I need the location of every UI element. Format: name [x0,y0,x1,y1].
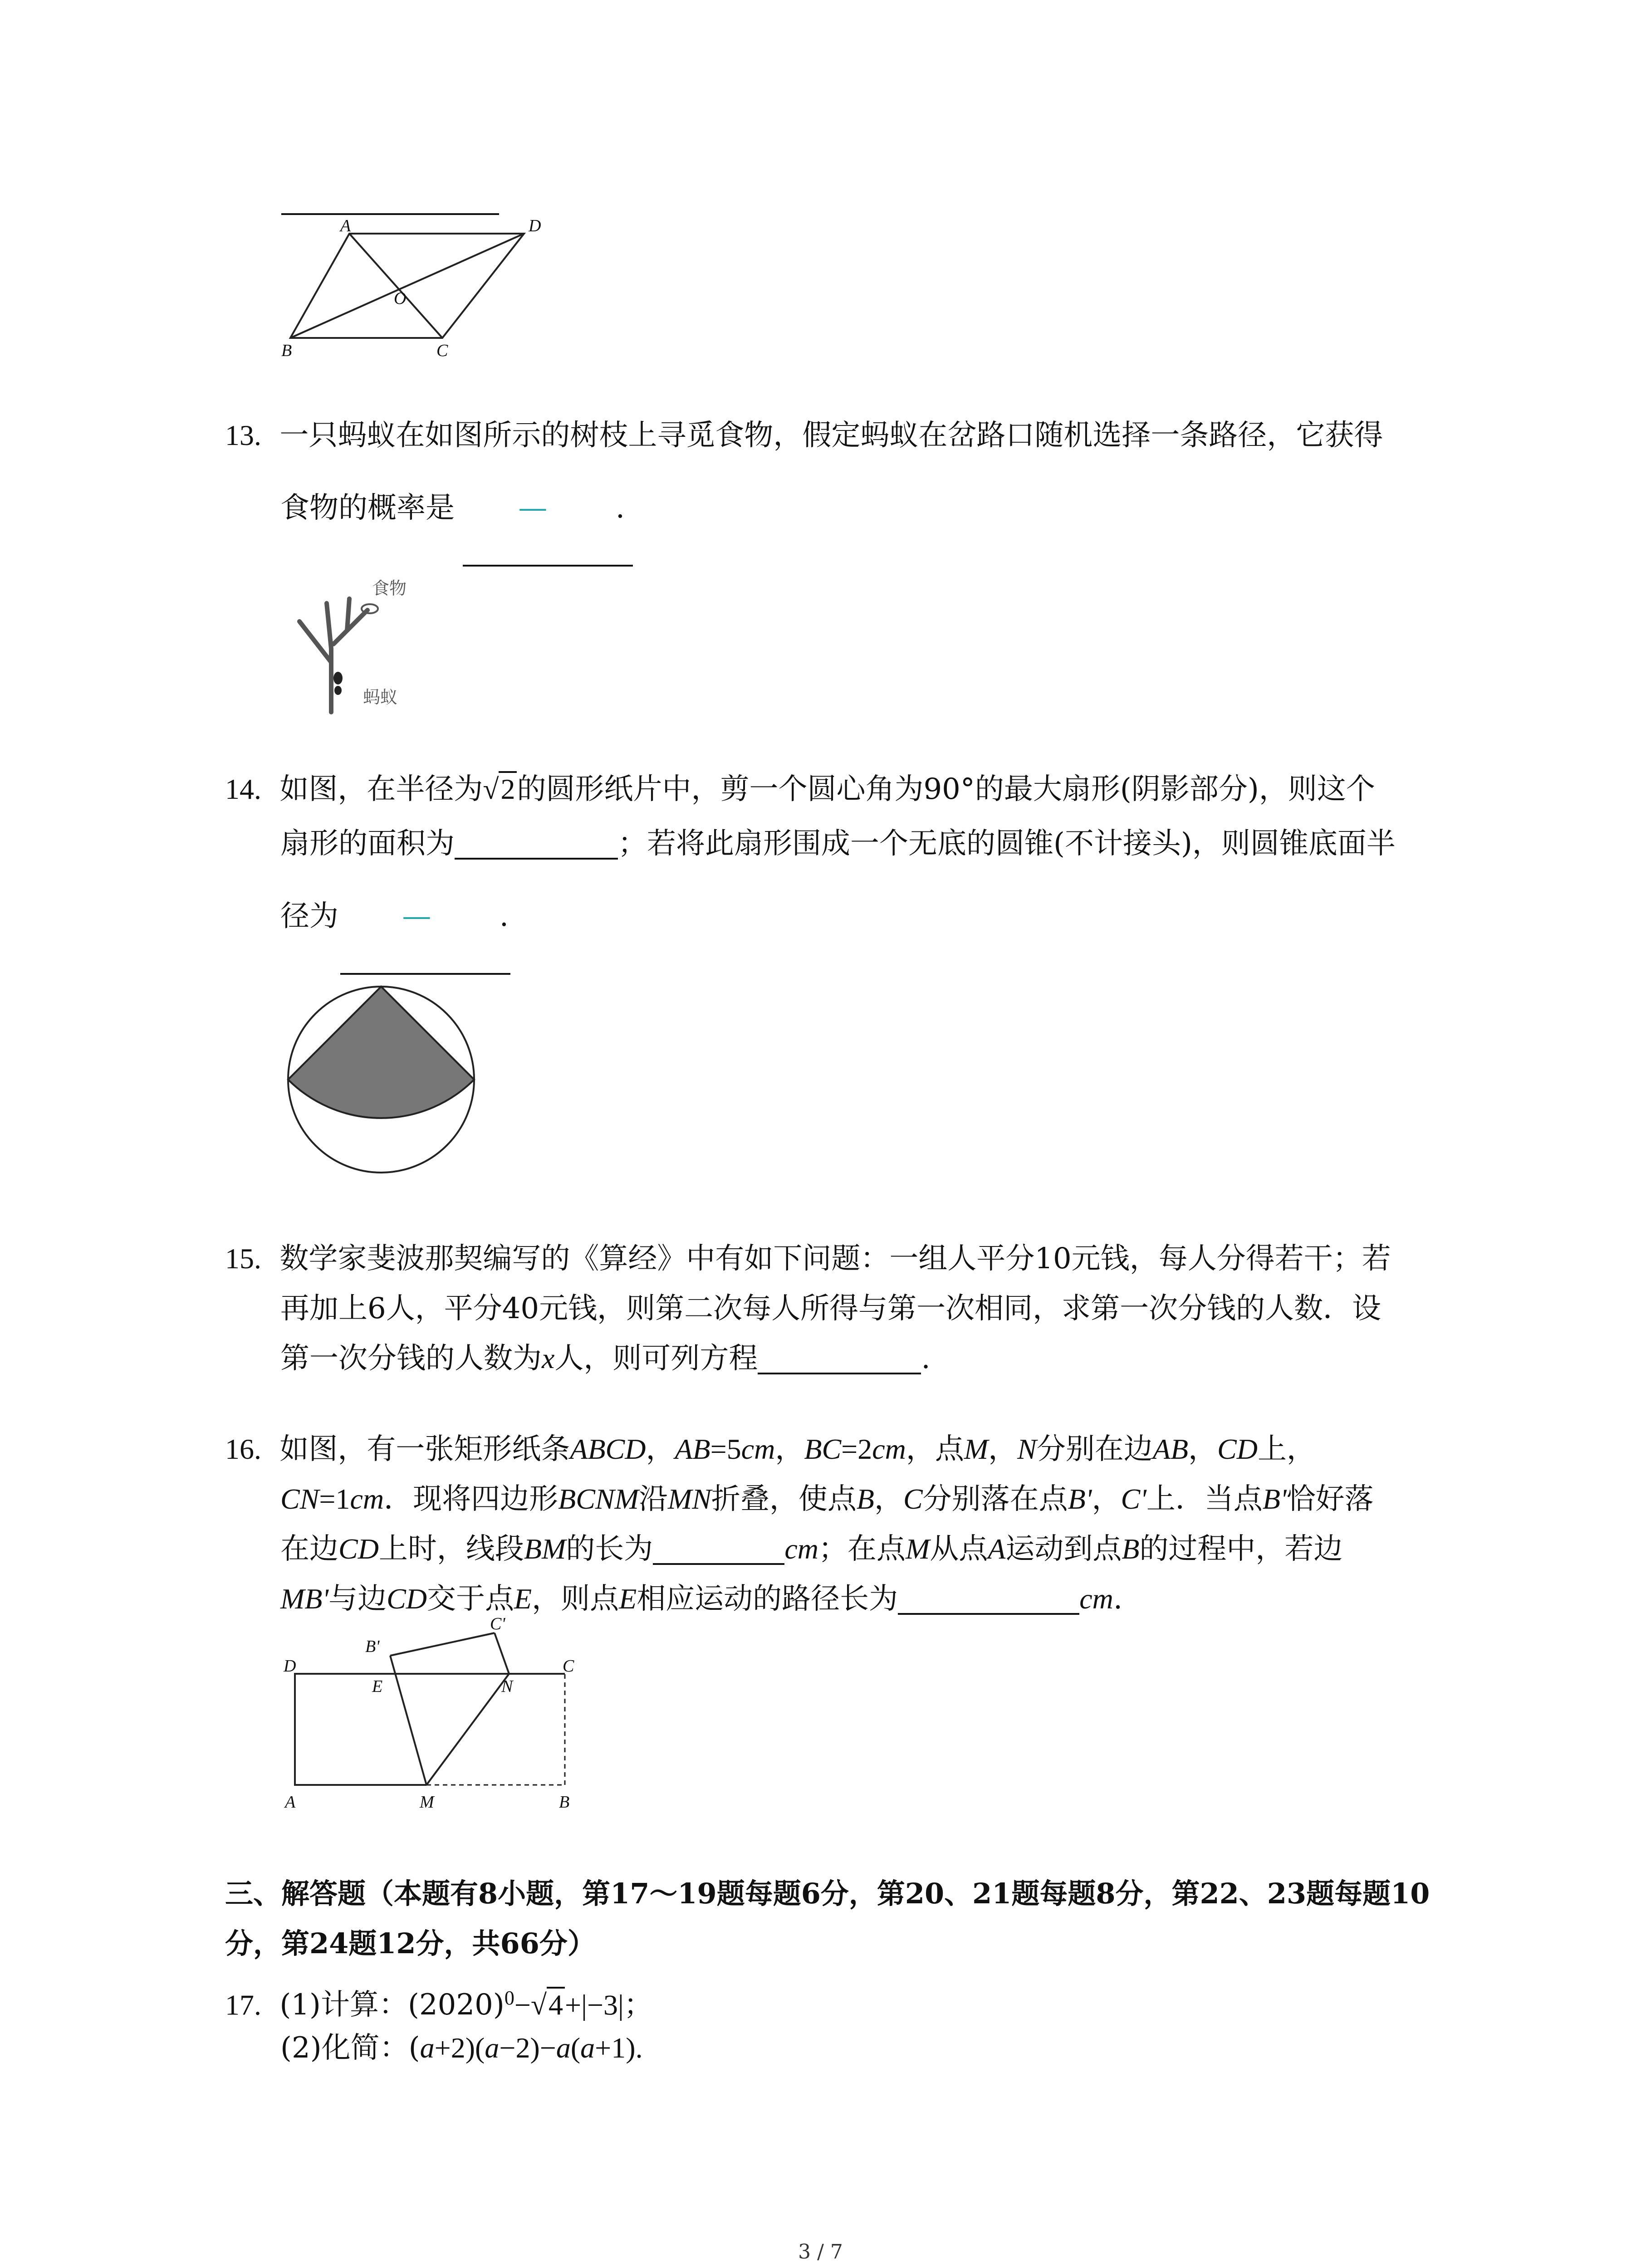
q17-math: +|−3|； [565,1989,653,2021]
answer-blank-line [281,213,499,215]
q15-text2: 再加上6人，平分40元钱，则第二次每人所得与第一次相同，求第一次分钱的人数．设 [280,1292,1381,1325]
label-M: M [420,1793,434,1812]
q17-text: (1)计算：(2020) [279,1988,505,2022]
q16-text: 从点 [930,1532,988,1566]
sqrt-2: √2 [483,771,517,807]
q16-text: 沿 [638,1482,668,1516]
q16-text: ．现将四边形 [384,1482,558,1516]
q16-math: B' [1262,1483,1287,1515]
parallelogram-figure [272,218,563,363]
food-marker [362,604,378,613]
q16-math: E [619,1583,637,1615]
q16-math: =2 [841,1433,872,1465]
q16-text: ，则点 [532,1582,619,1616]
q16-answer-blank-2 [898,1586,1079,1615]
q17-var: a [556,2032,571,2064]
q17-math: − [514,1989,531,2021]
q16-line1 [225,1431,1316,1467]
q14-line3 [280,898,509,934]
sqrt-4: √4 [531,1987,565,2023]
q14-text1a: 如图，在半径为 [279,772,483,806]
label-E: E [372,1677,383,1696]
label-O: O [394,289,407,308]
q13-text2: 食物的概率是 [280,491,455,525]
q16-text: ， [646,1432,675,1466]
q15-text1: 数学家斐波那契编写的《算经》中有如下问题：一组人平分10元钱，每人分得若干；若 [279,1242,1391,1276]
q15-var-x: x [542,1342,555,1374]
q14-line2 [280,826,1396,862]
q16-text: 相应运动的路径长为 [637,1582,898,1616]
q14-text3: 径为 [280,899,338,933]
q15-line3 [280,1340,931,1377]
label-C: C [563,1657,574,1676]
section-header-line2 [225,1926,596,1962]
q16-math: =1 [319,1483,350,1515]
q16-math: CD [338,1533,379,1565]
q16-text: 的长为 [566,1532,653,1566]
q17-math: ( [570,2032,581,2064]
q16-math: ABCD [570,1433,646,1465]
label-B: B [559,1793,570,1812]
q17-line2 [280,2030,643,2066]
q13-answer-blank [463,565,633,567]
q15-number: 15. [225,1242,261,1275]
q16-math: BM [524,1533,566,1565]
q16-text: 运动到点 [1005,1532,1122,1566]
ant-label: 蚂蚁 [363,688,398,707]
q16-math: C' [1121,1483,1146,1515]
q16-math: cm [741,1433,775,1465]
label-D: D [529,216,541,235]
label-A: A [285,1793,296,1812]
q16-text: 如图，有一张矩形纸条 [279,1432,570,1466]
q16-math: N [1017,1433,1037,1465]
section-header-line1 [225,1876,1430,1912]
q16-math: E [514,1583,532,1615]
q17-math: −2)− [499,2032,556,2064]
q17-math: +2)( [434,2032,485,2064]
q16-text: 与边 [328,1582,387,1616]
q16-text: 折叠，使点 [711,1482,857,1516]
q17-number: 17. [225,1989,261,2021]
q16-text: ， [1092,1482,1121,1516]
q16-math: A [988,1533,1006,1565]
q14-answer-blank-1 [455,831,618,860]
q16-text: 上时，线段 [378,1532,524,1566]
q14-text1b: 的圆形纸片中，剪一个圆心角为90°的最大扇形(阴影部分)，则这个 [517,772,1375,806]
q17-text: (2)化简：( [280,2031,420,2065]
q16-math: B [1122,1533,1140,1565]
q16-math: MN [667,1483,711,1515]
q16-math: M [905,1533,930,1565]
folded-rectangle-figure [277,1615,603,1823]
q16-line2 [280,1481,1374,1517]
food-label: 食物 [372,579,407,598]
q16-math: C [903,1483,923,1515]
q16-text: ，点 [906,1432,964,1466]
label-B-prime: B' [365,1637,380,1656]
label-B: B [281,341,292,360]
q15-text3b: 人，则可列方程 [554,1342,758,1375]
label-D: D [284,1657,296,1676]
label-C: C [436,341,448,360]
q17-math: +1). [595,2032,643,2064]
q14-dash: — [402,899,431,933]
q15-end: . [921,1342,931,1375]
q15-answer-blank [758,1345,921,1374]
q13-number: 13. [225,419,261,451]
q16-math: CN [280,1483,319,1515]
q16-math: BC [804,1433,842,1465]
page-number [0,2234,1641,2268]
q16-math: B' [1068,1483,1092,1515]
q17-var: a [420,2032,435,2064]
section-header-text: 分，第24题12分，共66分） [225,1927,596,1960]
q14-number: 14. [225,773,261,805]
q16-math: B [856,1483,874,1515]
q16-text: 分别在边 [1036,1432,1153,1466]
q15-line1 [225,1241,1391,1277]
q16-number: 16. [225,1433,261,1465]
q16-math: cm [350,1483,384,1515]
q14-answer-blank-2 [340,973,510,975]
q16-math: CD [1217,1433,1258,1465]
q16-text: ， [1188,1432,1218,1466]
q16-text: 在边 [280,1532,338,1566]
q14-line1 [225,771,1375,807]
q16-text: 上， [1257,1432,1316,1466]
q16-math: MB' [280,1583,329,1615]
page-number-text: 3 / 7 [798,2240,843,2263]
q14-period: . [499,899,509,933]
q16-text: 分别落在点 [922,1482,1068,1516]
q13-period: . [615,491,625,525]
q16-line4 [280,1581,1122,1617]
q17-var: a [485,2032,500,2064]
q16-answer-blank-1 [653,1536,784,1565]
q16-math: cm [872,1433,906,1465]
label-C-prime: C' [490,1614,505,1633]
label-A: A [340,216,351,235]
q16-text: 恰好落 [1286,1482,1374,1516]
section-header-text: 三、解答题（本题有8小题，第17～19题每题6分，第20、21题每题8分，第22、23题每题10 [225,1877,1430,1910]
q17-line1 [225,1980,653,2023]
q17-var: a [580,2032,595,2064]
q14-text2b: ；若将此扇形围成一个无底的圆锥(不计接头)，则圆锥底面半 [618,827,1396,860]
q13-line1 [225,417,1383,454]
q16-text: . [1113,1582,1123,1616]
tree-branch-figure [281,567,431,717]
label-N: N [501,1677,513,1696]
q16-text: 的过程中，若边 [1139,1532,1343,1566]
q16-math: cm [784,1533,818,1565]
q16-math: CD [387,1583,427,1615]
q16-text: ， [775,1432,804,1466]
q16-math: =5 [710,1433,741,1465]
q16-line3 [280,1531,1342,1567]
q16-text: ；在点 [818,1532,906,1566]
ant-icon [333,672,343,695]
q16-text: 上．当点 [1146,1482,1263,1516]
q13-text1: 一只蚂蚁在如图所示的树枝上寻觅食物，假定蚂蚁在岔路口随机选择一条路径，它获得 [279,419,1383,452]
q16-math: AB [675,1433,710,1465]
q16-math: BCNM [558,1483,639,1515]
q15-text3a: 第一次分钱的人数为 [280,1342,542,1375]
q13-line2 [280,490,625,526]
q15-line2 [280,1290,1381,1327]
q16-text: ， [874,1482,903,1516]
q16-math: AB [1152,1433,1189,1465]
q17-exponent: 0 [504,1987,514,2009]
circle-sector-figure [281,980,481,1179]
q16-text: ， [988,1432,1018,1466]
q16-math: M [964,1433,989,1465]
q16-math: cm [1079,1583,1113,1615]
q16-text: 交于点 [427,1582,514,1616]
q14-text2a: 扇形的面积为 [280,827,455,860]
q13-dash: — [518,491,548,525]
